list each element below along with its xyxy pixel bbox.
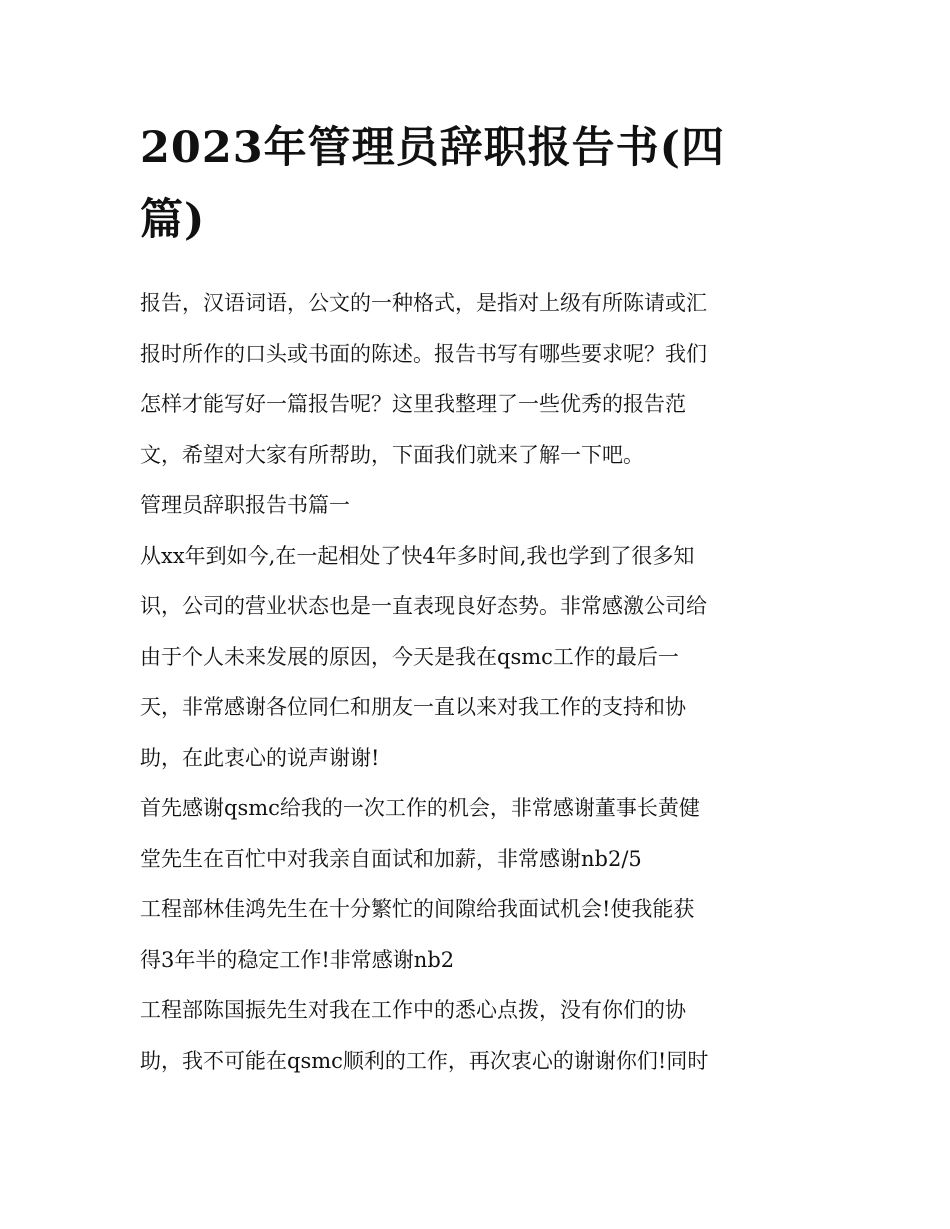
body-line-15: 工程部陈国振先生对我在工作中的悉心点拨，没有你们的协	[140, 998, 686, 1022]
body-line-9: 天，非常感谢各位同仁和朋友一直以来对我工作的支持和协	[140, 695, 686, 719]
body-line-16: 助，我不可能在qsmc顺利的工作，再次衷心的谢谢你们!同时	[140, 1048, 709, 1073]
body-line-7: 识，公司的营业状态也是一直表现良好态势。非常感激公司给	[140, 594, 707, 618]
section-heading: 管理员辞职报告书篇一	[140, 493, 350, 517]
body-line-13: 工程部林佳鸿先生在十分繁忙的间隙给我面试机会!使我能获	[140, 897, 695, 921]
body-line-1: 报告，汉语词语，公文的一种格式，是指对上级有所陈请或汇	[140, 291, 707, 315]
document-body	[140, 278, 815, 1086]
title-line-1: 2023年管理员辞职报告书(四	[140, 123, 726, 173]
document-title	[140, 112, 815, 256]
body-line-10: 助，在此衷心的说声谢谢!	[140, 745, 380, 770]
body-line-8: 由于个人未来发展的原因，今天是我在qsmc工作的最后一	[140, 644, 679, 669]
body-line-3: 怎样才能写好一篇报告呢？这里我整理了一些优秀的报告范	[140, 392, 686, 416]
body-line-6: 从xx年到如今,在一起相处了快4年多时间,我也学到了很多知	[140, 543, 695, 568]
body-line-4: 文，希望对大家有所帮助，下面我们就来了解一下吧。	[140, 442, 644, 467]
body-line-12: 堂先生在百忙中对我亲自面试和加薪，非常感谢nb2/5	[140, 846, 642, 871]
title-line-2: 篇)	[140, 195, 206, 245]
body-line-11: 首先感谢qsmc给我的一次工作的机会，非常感谢董事长黄健	[140, 796, 700, 820]
document-page	[140, 112, 815, 1086]
body-line-2: 报时所作的口头或书面的陈述。报告书写有哪些要求呢？我们	[140, 341, 707, 366]
body-line-14: 得3年半的稳定工作!非常感谢nb2	[140, 947, 455, 972]
